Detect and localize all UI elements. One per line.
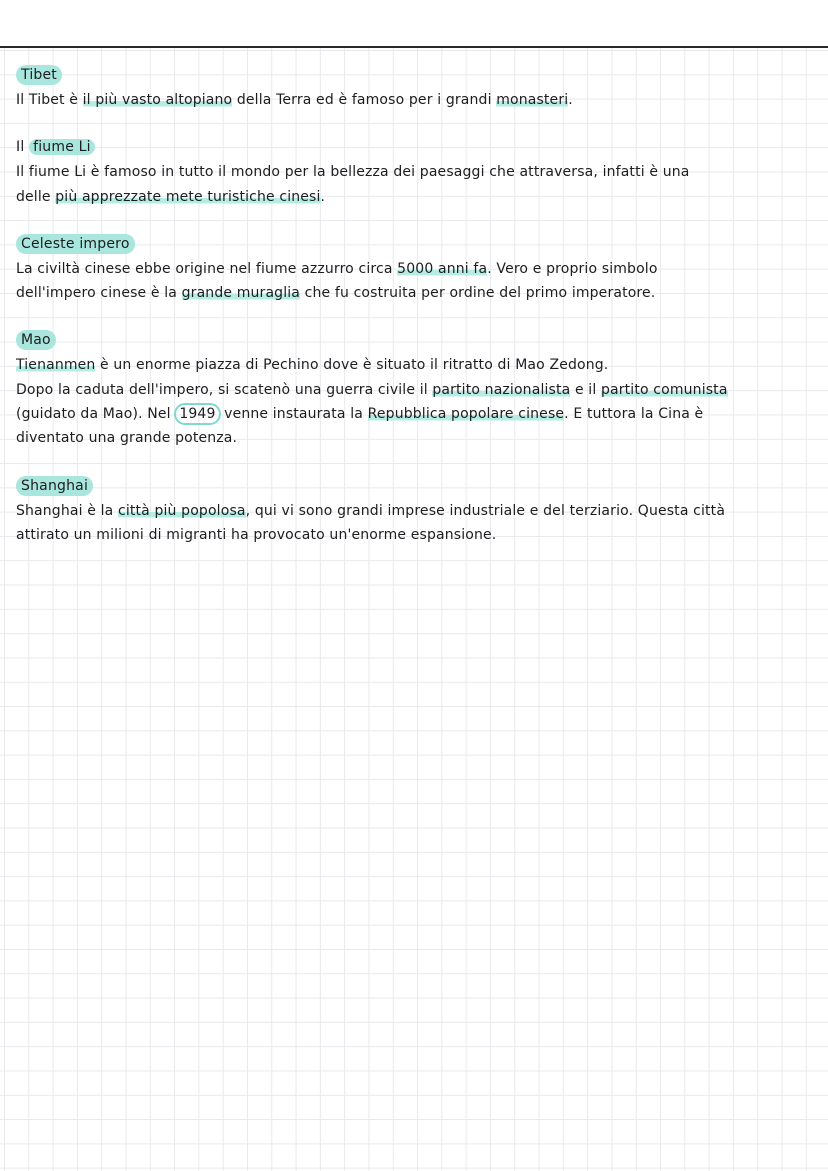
text-run: Il Tibet è	[16, 92, 83, 108]
text-run: attirato un milioni di migranti ha provocato un'enorme espansione.	[16, 526, 497, 543]
highlighted-text: più apprezzate mete turistiche cinesi	[55, 188, 321, 205]
section-shanghai	[16, 475, 816, 548]
text-line	[16, 378, 816, 402]
section-celeste-impero	[16, 233, 816, 306]
text-line	[16, 499, 816, 523]
section-heading: Mao	[16, 330, 56, 350]
highlighted-text: 5000 anni fa	[397, 260, 488, 277]
heading-highlight: fiume Li	[29, 139, 95, 155]
text-run: . Vero e proprio simbolo	[487, 260, 658, 277]
text-run: Shanghai è la	[16, 502, 118, 519]
text-line	[16, 185, 816, 209]
text-run: La civiltà cinese ebbe origine nel fiume azzurro circa	[16, 260, 398, 277]
page-top-margin	[0, 0, 828, 46]
text-run: diventato una grande potenza.	[16, 430, 238, 447]
text-run: che fu costruita per ordine del primo imperatore.	[300, 285, 656, 302]
section-heading: Celeste impero	[16, 234, 135, 254]
section-heading: Tibet	[16, 65, 62, 85]
section-tibet	[16, 64, 816, 112]
text-line	[16, 88, 816, 112]
highlighted-text: Tienanmen	[16, 357, 96, 374]
text-line	[16, 402, 816, 426]
section-body	[16, 353, 816, 450]
text-run: , qui vi sono grandi imprese industriale e del terziario. Questa città	[245, 502, 726, 519]
text-run: Il fiume Li è famoso in tutto il mondo per la bellezza dei paesaggi che attraversa, infatti è una	[16, 164, 690, 181]
section-body	[16, 160, 816, 209]
text-run: . E tuttora la Cina è	[564, 406, 704, 423]
section-body	[16, 499, 816, 548]
text-run: .	[320, 188, 326, 205]
highlighted-text: partito comunista	[601, 381, 728, 398]
highlighted-text: Repubblica popolare cinese	[367, 406, 565, 423]
text-line	[16, 281, 816, 305]
section-heading	[16, 137, 100, 157]
circled-year: 1949	[174, 403, 220, 425]
text-run: delle	[16, 188, 56, 205]
notes-page	[16, 64, 816, 571]
section-body	[16, 88, 816, 112]
section-mao	[16, 329, 816, 450]
text-run: Dopo la caduta dell'impero, si scatenò una guerra civile il	[16, 381, 433, 398]
highlighted-text: il più vasto altopiano	[82, 92, 233, 108]
heading-plain: Il	[16, 139, 30, 156]
top-rule	[0, 46, 828, 48]
text-run: .	[568, 92, 573, 108]
text-line	[16, 523, 816, 547]
section-fiume-li	[16, 136, 816, 209]
text-line	[16, 426, 816, 450]
text-run: della Terra ed è famoso per i grandi	[232, 92, 497, 108]
highlighted-text: partito nazionalista	[432, 381, 571, 398]
text-run: è un enorme piazza di Pechino dove è situato il ritratto di Mao Zedong.	[95, 357, 609, 374]
text-run: venne instaurata la	[219, 406, 368, 423]
section-heading: Shanghai	[16, 476, 93, 496]
text-line	[16, 160, 816, 184]
section-body	[16, 257, 816, 306]
text-run: e il	[570, 381, 601, 398]
text-line	[16, 353, 816, 377]
text-line	[16, 257, 816, 281]
highlighted-text: città più popolosa	[117, 502, 246, 519]
highlighted-text: monasteri	[496, 92, 569, 108]
text-run: (guidato da Mao). Nel	[16, 406, 176, 423]
highlighted-text: grande muraglia	[181, 285, 301, 302]
text-run: dell'impero cinese è la	[16, 285, 182, 302]
